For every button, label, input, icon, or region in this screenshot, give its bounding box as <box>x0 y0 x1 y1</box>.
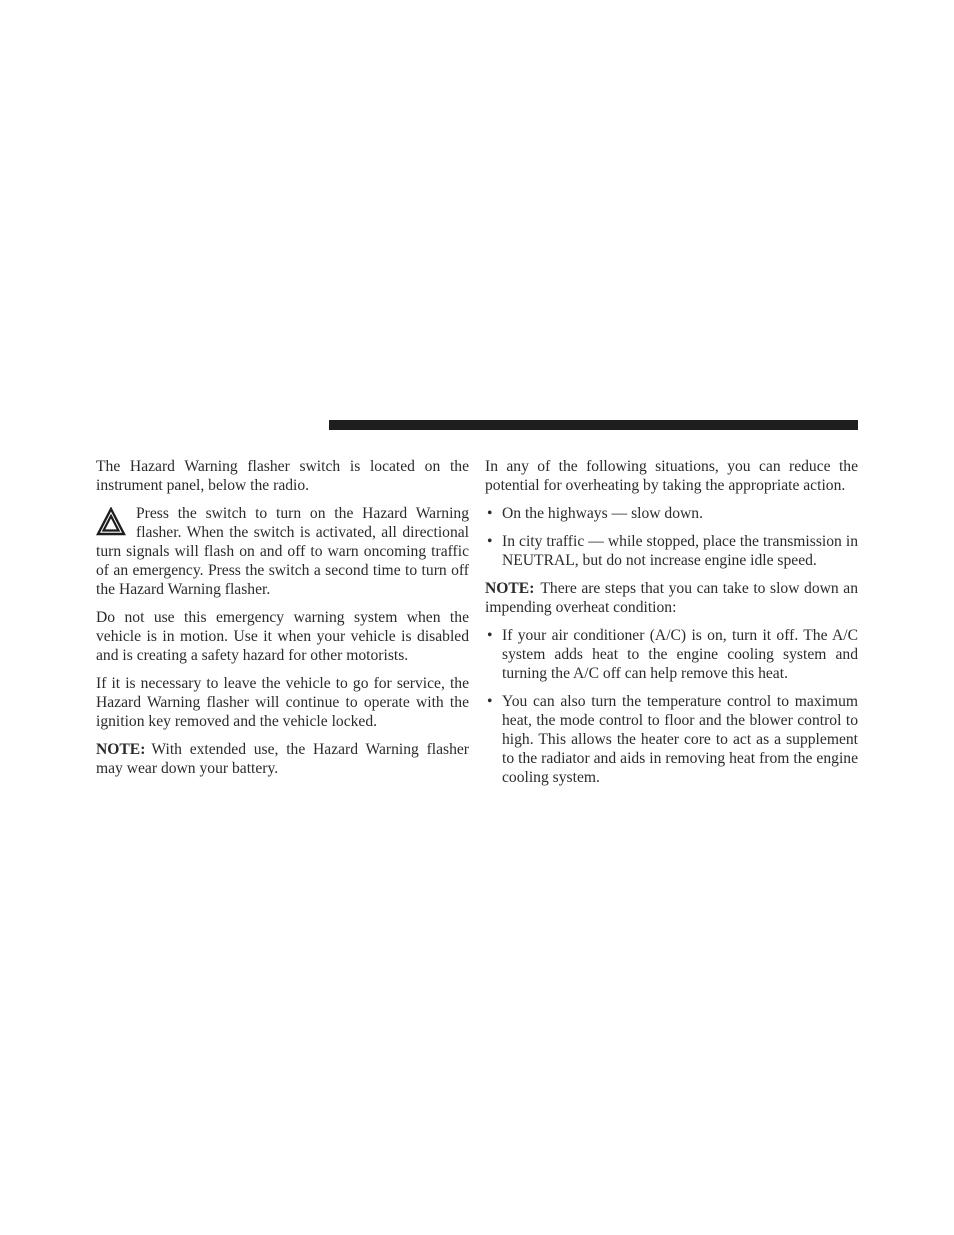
list-item: • In city traffic — while stopped, place the transmission in NEUTRAL, but do not increase engine idle speed. <box>487 533 858 569</box>
hazard-instructions <box>96 504 469 599</box>
hazard-note <box>96 740 469 778</box>
left-column <box>96 457 469 787</box>
note-label: NOTE: <box>96 741 146 758</box>
hazard-triangle-icon <box>96 507 126 537</box>
overheat-note <box>485 579 858 617</box>
note-text: There are steps that you can take to slow down an impending overheat condition: <box>485 580 858 616</box>
hazard-location-paragraph: The Hazard Warning flasher switch is located on the instrument panel, below the radio. <box>96 458 469 494</box>
situation-list <box>485 504 858 570</box>
note-label: NOTE: <box>485 580 535 597</box>
right-column <box>485 457 858 796</box>
list-item: • On the highways — slow down. <box>487 505 703 522</box>
list-item: • If your air conditioner (A/C) is on, turn it off. The A/C system adds heat to the engine cooling system and turning the A/C off can help remove this heat. <box>487 627 858 682</box>
section-header-bar <box>329 420 858 430</box>
hazard-service-paragraph: If it is necessary to leave the vehicle to go for service, the Hazard Warning flasher will continue to operate with the ignition key removed and the vehicle locked. <box>96 675 469 730</box>
hazard-usage-paragraph: Do not use this emergency warning system when the vehicle is in motion. Use it when your vehicle is disabled and is creating a safety hazard for other motorists. <box>96 609 469 664</box>
overheating-intro-paragraph: In any of the following situations, you can reduce the potential for overheating by taking the appropriate action. <box>485 458 858 494</box>
bullet-icon: • <box>487 693 493 710</box>
bullet-icon: • <box>487 627 493 644</box>
bullet-icon: • <box>487 505 493 522</box>
steps-list <box>485 626 858 787</box>
bullet-icon: • <box>487 533 493 550</box>
note-text: With extended use, the Hazard Warning flasher may wear down your battery. <box>96 741 469 777</box>
hazard-operation-paragraph: Press the switch to turn on the Hazard Warning flasher. When the switch is activated, all directional turn signals will flash on and off to warn oncoming traffic of an emergency. Press the switch a second time to turn off the Hazard Warning flasher. <box>96 505 469 598</box>
list-item: • You can also turn the temperature control to maximum heat, the mode control to floor and the blower control to high. This allows the heater core to act as a supplement to the radiator and aids in removing heat from the engine cooling system. <box>487 693 858 786</box>
